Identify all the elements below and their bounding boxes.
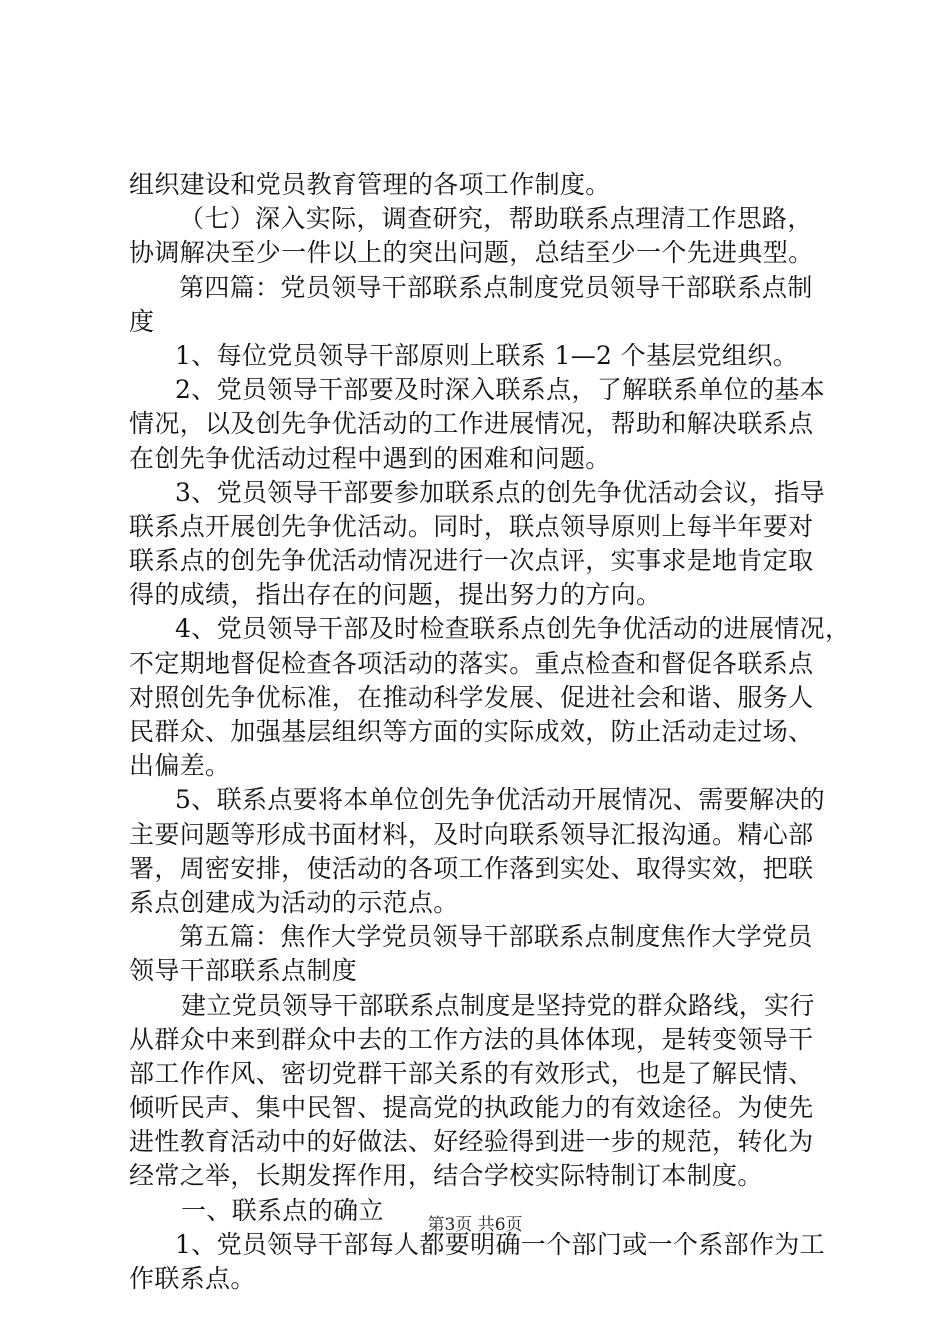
text-line: 系点创建成为活动的示范点。 — [129, 887, 459, 917]
text-line: 民群众、加强基层组织等方面的实际成效，防止活动走过场、 — [129, 717, 814, 746]
text-line: 主要问题等形成书面材料，及时向联系领导汇报沟通。精心部 — [129, 819, 814, 849]
text-line: 4、党员领导干部及时检查联系点创先争优活动的进展情况， — [175, 614, 851, 644]
text-line: 在创先争优活动过程中遇到的困难和问题。 — [129, 443, 611, 473]
text-line: 对照创先争优标准，在推动科学发展、促进社会和谐、服务人 — [129, 682, 814, 712]
section-heading: 第五篇：焦作大学党员领导干部联系点制度焦作大学党员 — [179, 922, 813, 952]
text-line: 建立党员领导干部联系点制度是坚持党的群众路线，实行 — [181, 990, 815, 1020]
page-number-footer: 第3页 共6页 — [427, 1215, 523, 1235]
text-line: 联系点的创先争优活动情况进行一次点评，实事求是地肯定取 — [129, 546, 814, 576]
text-line: 进性教育活动中的好做法、好经验得到进一步的规范，转化为 — [129, 1127, 814, 1157]
text-line: 2、党员领导干部要及时深入联系点，了解联系单位的基本 — [175, 375, 826, 405]
text-line: 作联系点。 — [129, 1264, 256, 1293]
text-line: 出偏差。 — [129, 751, 231, 781]
text-line: 联系点开展创先争优活动。同时，联点领导原则上每半年要对 — [129, 511, 814, 541]
section-heading: 第四篇：党员领导干部联系点制度党员领导干部联系点制 — [179, 272, 813, 302]
section-heading: 度 — [129, 306, 155, 336]
text-line: 协调解决至少一件以上的突出问题，总结至少一个先进典型。 — [129, 238, 814, 268]
text-line: 5、联系点要将本单位创先争优活动开展情况、需要解决的 — [175, 785, 826, 815]
text-line: 得的成绩，指出存在的问题，提出努力的方向。 — [129, 580, 662, 610]
text-line: （七）深入实际，调查研究，帮助联系点理清工作思路， — [179, 204, 813, 234]
text-line: 1、党员领导干部每人都要明确一个部门或一个系部作为工 — [175, 1229, 826, 1259]
text-line: 从群众中来到群众中去的工作方法的具体体现，是转变领导干 — [129, 1024, 814, 1054]
text-line: 组织建设和党员教育管理的各项工作制度。 — [129, 170, 611, 199]
text-line: 署，周密安排，使活动的各项工作落到实处、取得实效，把联 — [129, 853, 814, 883]
subsection-heading: 一、联系点的确立 — [181, 1195, 384, 1225]
text-line: 不定期地督促检查各项活动的落实。重点检查和督促各联系点 — [129, 648, 814, 678]
text-line: 部工作作风、密切党群干部关系的有效形式，也是了解民情、 — [129, 1058, 814, 1088]
text-line: 3、党员领导干部要参加联系点的创先争优活动会议，指导 — [175, 477, 826, 507]
text-line: 情况，以及创先争优活动的工作进展情况，帮助和解决联系点 — [129, 409, 814, 439]
document-body — [129, 168, 851, 1296]
text-line: 1、每位党员领导干部原则上联系 1—2 个基层党组织。 — [175, 340, 799, 370]
section-heading: 领导干部联系点制度 — [129, 956, 358, 986]
text-line: 倾听民声、集中民智、提高党的执政能力的有效途径。为使先 — [129, 1093, 814, 1123]
text-line: 经常之举，长期发挥作用，结合学校实际特制订本制度。 — [129, 1161, 763, 1191]
